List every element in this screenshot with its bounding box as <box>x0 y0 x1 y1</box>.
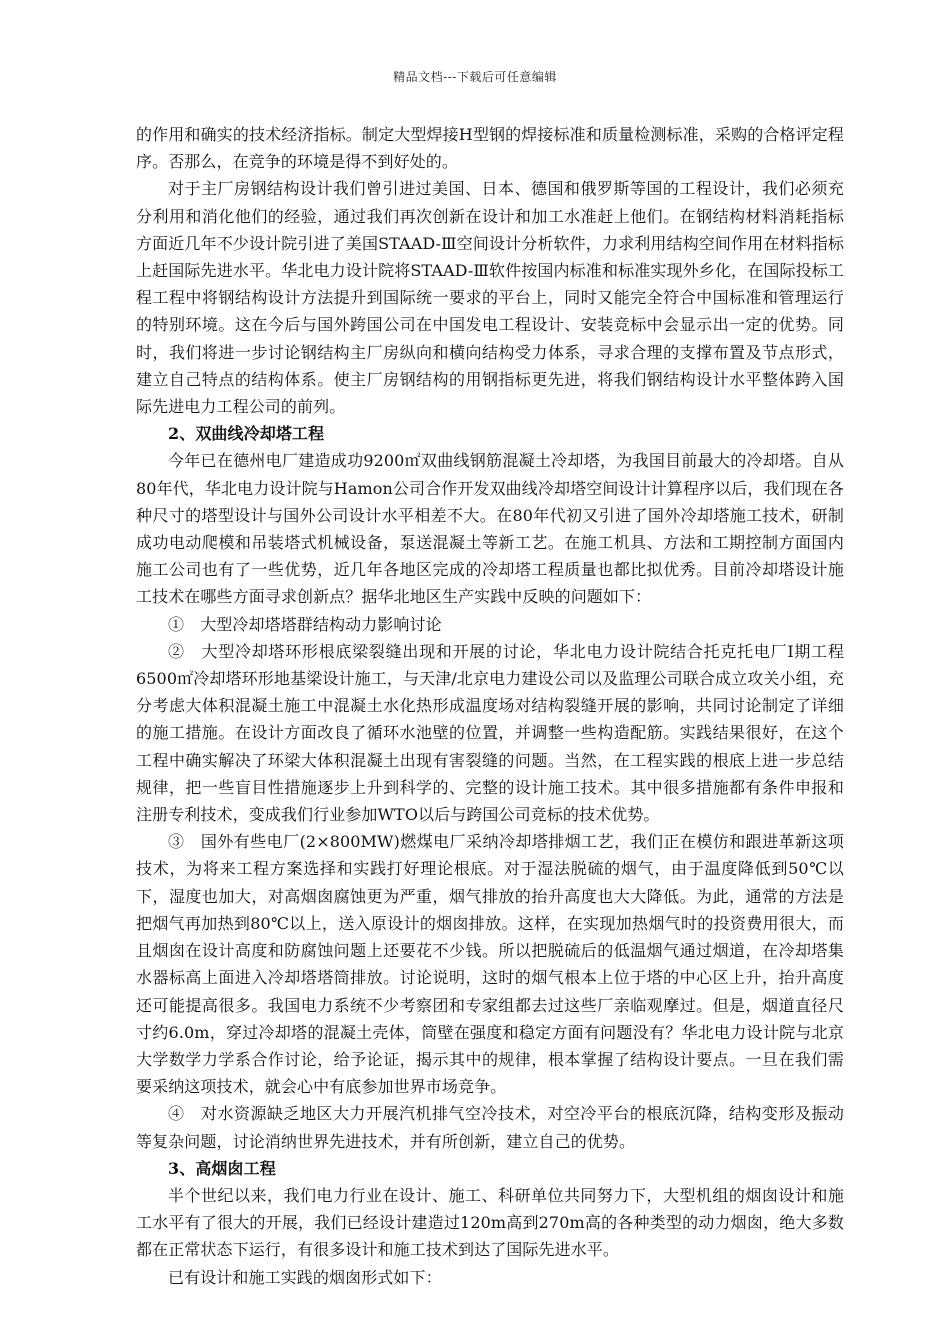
section-heading: 3、高烟囱工程 <box>168 1158 276 1178</box>
paragraph: 对于主厂房钢结构设计我们曾引进过美国、日本、德国和俄罗斯等国的工程设计，我们必须充分利用和消化他们的经验，通过我们再次创新在设计和加工水准赶上他们。在钢结构材料消耗指标方面近几年不少设计院引进了美国STAAD-Ⅲ空间设计分析软件，力求利用结构空间作用在材料指标上赶国际先进水平。华北电力设计院将STAAD-Ⅲ软件按国内标准和标准实现外乡化，在国际投标工程工程中将钢结构设计方法提升到国际统一要求的平台上，同时又能完全符合中国标准和管理运行的特别环境。这在今后与国外跨国公司在中国发电工程设计、安装竞标中会显示出一定的优势。同时，我们将进一步讨论钢结构主厂房纵向和横向结构受力体系，寻求合理的支撑布置及节点形式，建立自己特点的结构体系。使主厂房钢结构的用钢指标更先进，将我们钢结构设计水平整体跨入国际先进电力工程公司的前列。 <box>136 179 844 417</box>
section-heading: 2、双曲线冷却塔工程 <box>168 424 325 444</box>
page-header: 精品文档---下载后可任意编辑 <box>393 70 557 84</box>
list-item: ② 大型冷却塔环形根底梁裂缝出现和开展的讨论，华北电力设计院结合托克托电厂Ⅰ期工程6500㎡冷却塔环形地基梁设计施工，与天津/北京电力建设公司以及监理公司联合成立攻关小组，充分考虑大体积混凝土施工中混凝土水化热形成温度场对结构裂缝开展的影响，共同讨论制定了详细的施工措施。在设计方面改良了循环水池壁的位置，并调整一些构造配筋。实践结果很好，在这个工程中确实解决了环梁大体积混凝土出现有害裂缝的问题。当然，在工程实践的根底上进一步总结规律，把一些盲目性措施逐步上升到科学的、完整的设计施工技术。其中很多措施都有条件申报和注册专利技术，变成我们行业参加WTO以后与跨国公司竞标的技术优势。 <box>136 641 844 825</box>
paragraph: 今年已在德州电厂建造成功9200㎡双曲线钢筋混凝土冷却塔，为我国目前最大的冷却塔。自从80年代，华北电力设计院与Hamon公司合作开发双曲线冷却塔空间设计计算程序以后，我们现在各种尺寸的塔型设计与国外公司设计水平相差不大。在80年代初又引进了国外冷却塔施工技术，研制成功电动爬模和吊装塔式机械设备，泵送混凝土等新工艺。在施工机具、方法和工期控制方面国内施工公司也有了一些优势，近几年各地区完成的冷却塔工程质量也都比拟优秀。目前冷却塔设计施工技术在哪些方面寻求创新点？据华北地区生产实践中反映的问题如下： <box>136 451 844 607</box>
document-body <box>136 121 844 1291</box>
paragraph: 的作用和确实的技术经济指标。制定大型焊接H型钢的焊接标准和质量检测标准，采购的合格评定程序。否那么，在竞争的环境是得不到好处的。 <box>136 125 844 172</box>
paragraph: 半个世纪以来，我们电力行业在设计、施工、科研单位共同努力下，大型机组的烟囱设计和施工水平有了很大的开展，我们已经设计建造过120m高到270m高的各种类型的动力烟囱，绝大多数都在正常状态下运行，有很多设计和施工技术到达了国际先进水平。 <box>136 1185 844 1260</box>
list-item: ④ 对水资源缺乏地区大力开展汽机排气空冷技术，对空冷平台的根底沉降，结构变形及振动等复杂问题，讨论消纳世界先进技术，并有所创新，建立自己的优势。 <box>136 1104 844 1151</box>
paragraph: 已有设计和施工实践的烟囱形式如下： <box>168 1267 442 1287</box>
list-item: ① 大型冷却塔塔群结构动力影响讨论 <box>168 614 442 634</box>
list-item: ③ 国外有些电厂(2×800MW)燃煤电厂采纳冷却塔排烟工艺，我们正在模仿和跟进革新这项技术，为将来工程方案选择和实践打好理论根底。对于湿法脱硫的烟气，由于温度降低到50℃以下，湿度也加大，对高烟囱腐蚀更为严重，烟气排放的抬升高度也大大降低。为此，通常的方法是把烟气再加热到80℃以上，送入原设计的烟囱排放。这样，在实现加热烟气时的投资费用很大，而且烟囱在设计高度和防腐蚀问题上还要花不少钱。所以把脱硫后的低温烟气通过烟道，在冷却塔集水器标高上面进入冷却塔塔筒排放。讨论说明，这时的烟气根本上位于塔的中心区上升，抬升高度还可能提高很多。我国电力系统不少考察团和专家组都去过这些厂亲临观摩过。但是，烟道直径尺寸约6.0m，穿过冷却塔的混凝土壳体，筒壁在强度和稳定方面有问题没有？华北电力设计院与北京大学数学力学系合作讨论，给予论证，揭示其中的规律，根本掌握了结构设计要点。一旦在我们需要采纳这项技术，就会心中有底参加世界市场竞争。 <box>136 832 844 1097</box>
